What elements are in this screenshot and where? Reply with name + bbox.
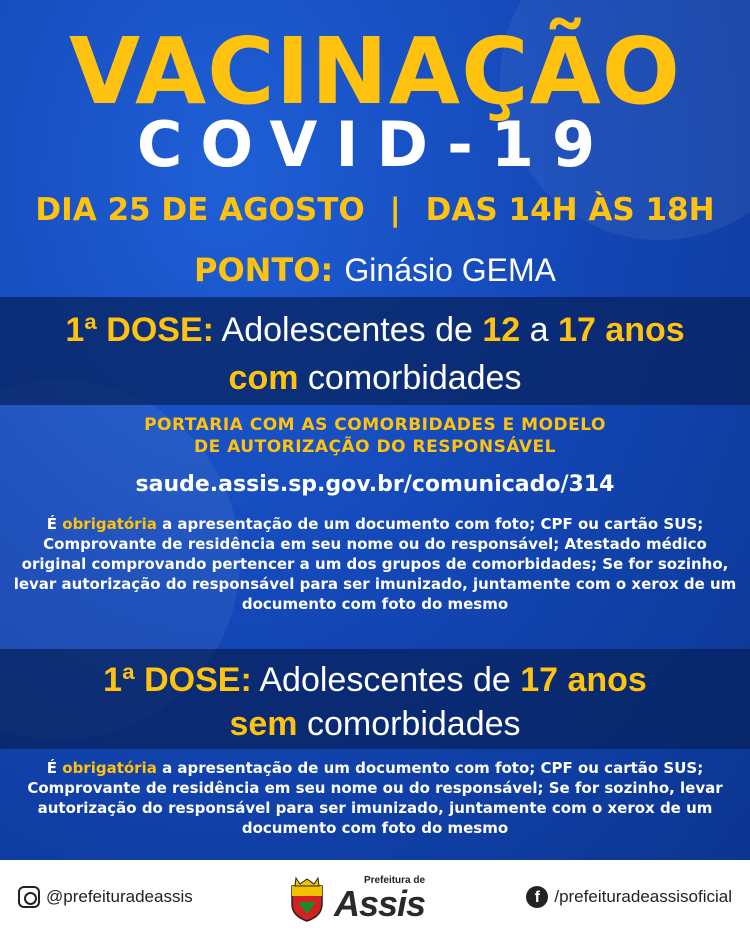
facebook-icon: f	[526, 886, 548, 908]
dose2-line2	[0, 702, 750, 746]
date: DIA 25 DE AGOSTO	[35, 192, 365, 228]
dose2-cond-y: sem	[229, 705, 298, 743]
requirements-paragraph-2	[10, 758, 740, 838]
location	[0, 250, 750, 290]
location-value: Ginásio GEMA	[344, 252, 557, 288]
dose1-text-a: Adolescentes de	[221, 311, 473, 349]
footer	[0, 860, 750, 937]
instagram-link[interactable]	[18, 886, 193, 908]
instagram-handle: @prefeituradeassis	[46, 887, 193, 906]
facebook-link[interactable]	[526, 886, 732, 908]
logo-text	[334, 876, 425, 922]
para2-pre: É	[46, 759, 58, 777]
location-label: PONTO:	[193, 251, 334, 289]
portaria-line1: PORTARIA COM AS COMORBIDADES E MODELO	[144, 415, 606, 435]
instagram-icon	[18, 886, 40, 908]
dose1-text-b: a	[529, 311, 549, 349]
dose1-cond-y: com	[228, 359, 299, 397]
para1-em: obrigatória	[62, 515, 157, 533]
requirements-paragraph-1	[10, 514, 740, 614]
url-link[interactable]: saude.assis.sp.gov.br/comunicado/314	[135, 472, 615, 497]
dose1-age-to: 17 anos	[558, 311, 685, 349]
para2-post: a apresentação de um documento com foto; CPF ou cartão SUS; Comprovante de residência em seu nome ou do responsável; Se for sozinho, levar autorização do responsável para ser imunizado, juntamente com o xerox de um documento com foto do mesmo	[27, 759, 723, 837]
dose1-age-from: 12	[482, 311, 521, 349]
dose1-prefix: 1ª DOSE:	[65, 311, 214, 349]
hours: DAS 14H ÀS 18H	[425, 192, 715, 228]
dose2-prefix: 1ª DOSE:	[103, 661, 252, 699]
facebook-handle: /prefeituradeassisoficial	[554, 887, 732, 906]
dose2-text-a: Adolescentes de	[259, 661, 511, 699]
logo-small: Prefeitura de	[363, 875, 426, 886]
para1-pre: É	[46, 515, 58, 533]
separator: |	[389, 192, 401, 228]
dose1-cond: comorbidades	[307, 359, 522, 397]
dose1-line1	[0, 308, 750, 352]
subtitle: COVID-19	[136, 108, 614, 181]
portaria	[0, 414, 750, 458]
dose2-cond: comorbidades	[306, 705, 521, 743]
para2-em: obrigatória	[62, 759, 157, 777]
portaria-line2: DE AUTORIZAÇÃO DO RESPONSÁVEL	[194, 437, 556, 457]
crest-icon	[288, 876, 326, 922]
dose2-line1	[0, 658, 750, 702]
dose1-line2	[0, 356, 750, 400]
para1-post: a apresentação de um documento com foto; CPF ou cartão SUS; Comprovante de residência em seu nome ou do responsável; Atestado médico original comprovando pertencer a um dos grupos de comorbidades; Se for sozinho, levar autorização do responsável para ser imunizado, juntamente com o xerox de um documento com foto do mesmo	[13, 515, 737, 613]
logo-big: Assis	[334, 883, 426, 924]
date-line	[0, 192, 750, 228]
title: VACINAÇÃO	[68, 18, 682, 125]
dose2-age: 17 anos	[520, 661, 647, 699]
prefeitura-logo	[288, 870, 448, 928]
